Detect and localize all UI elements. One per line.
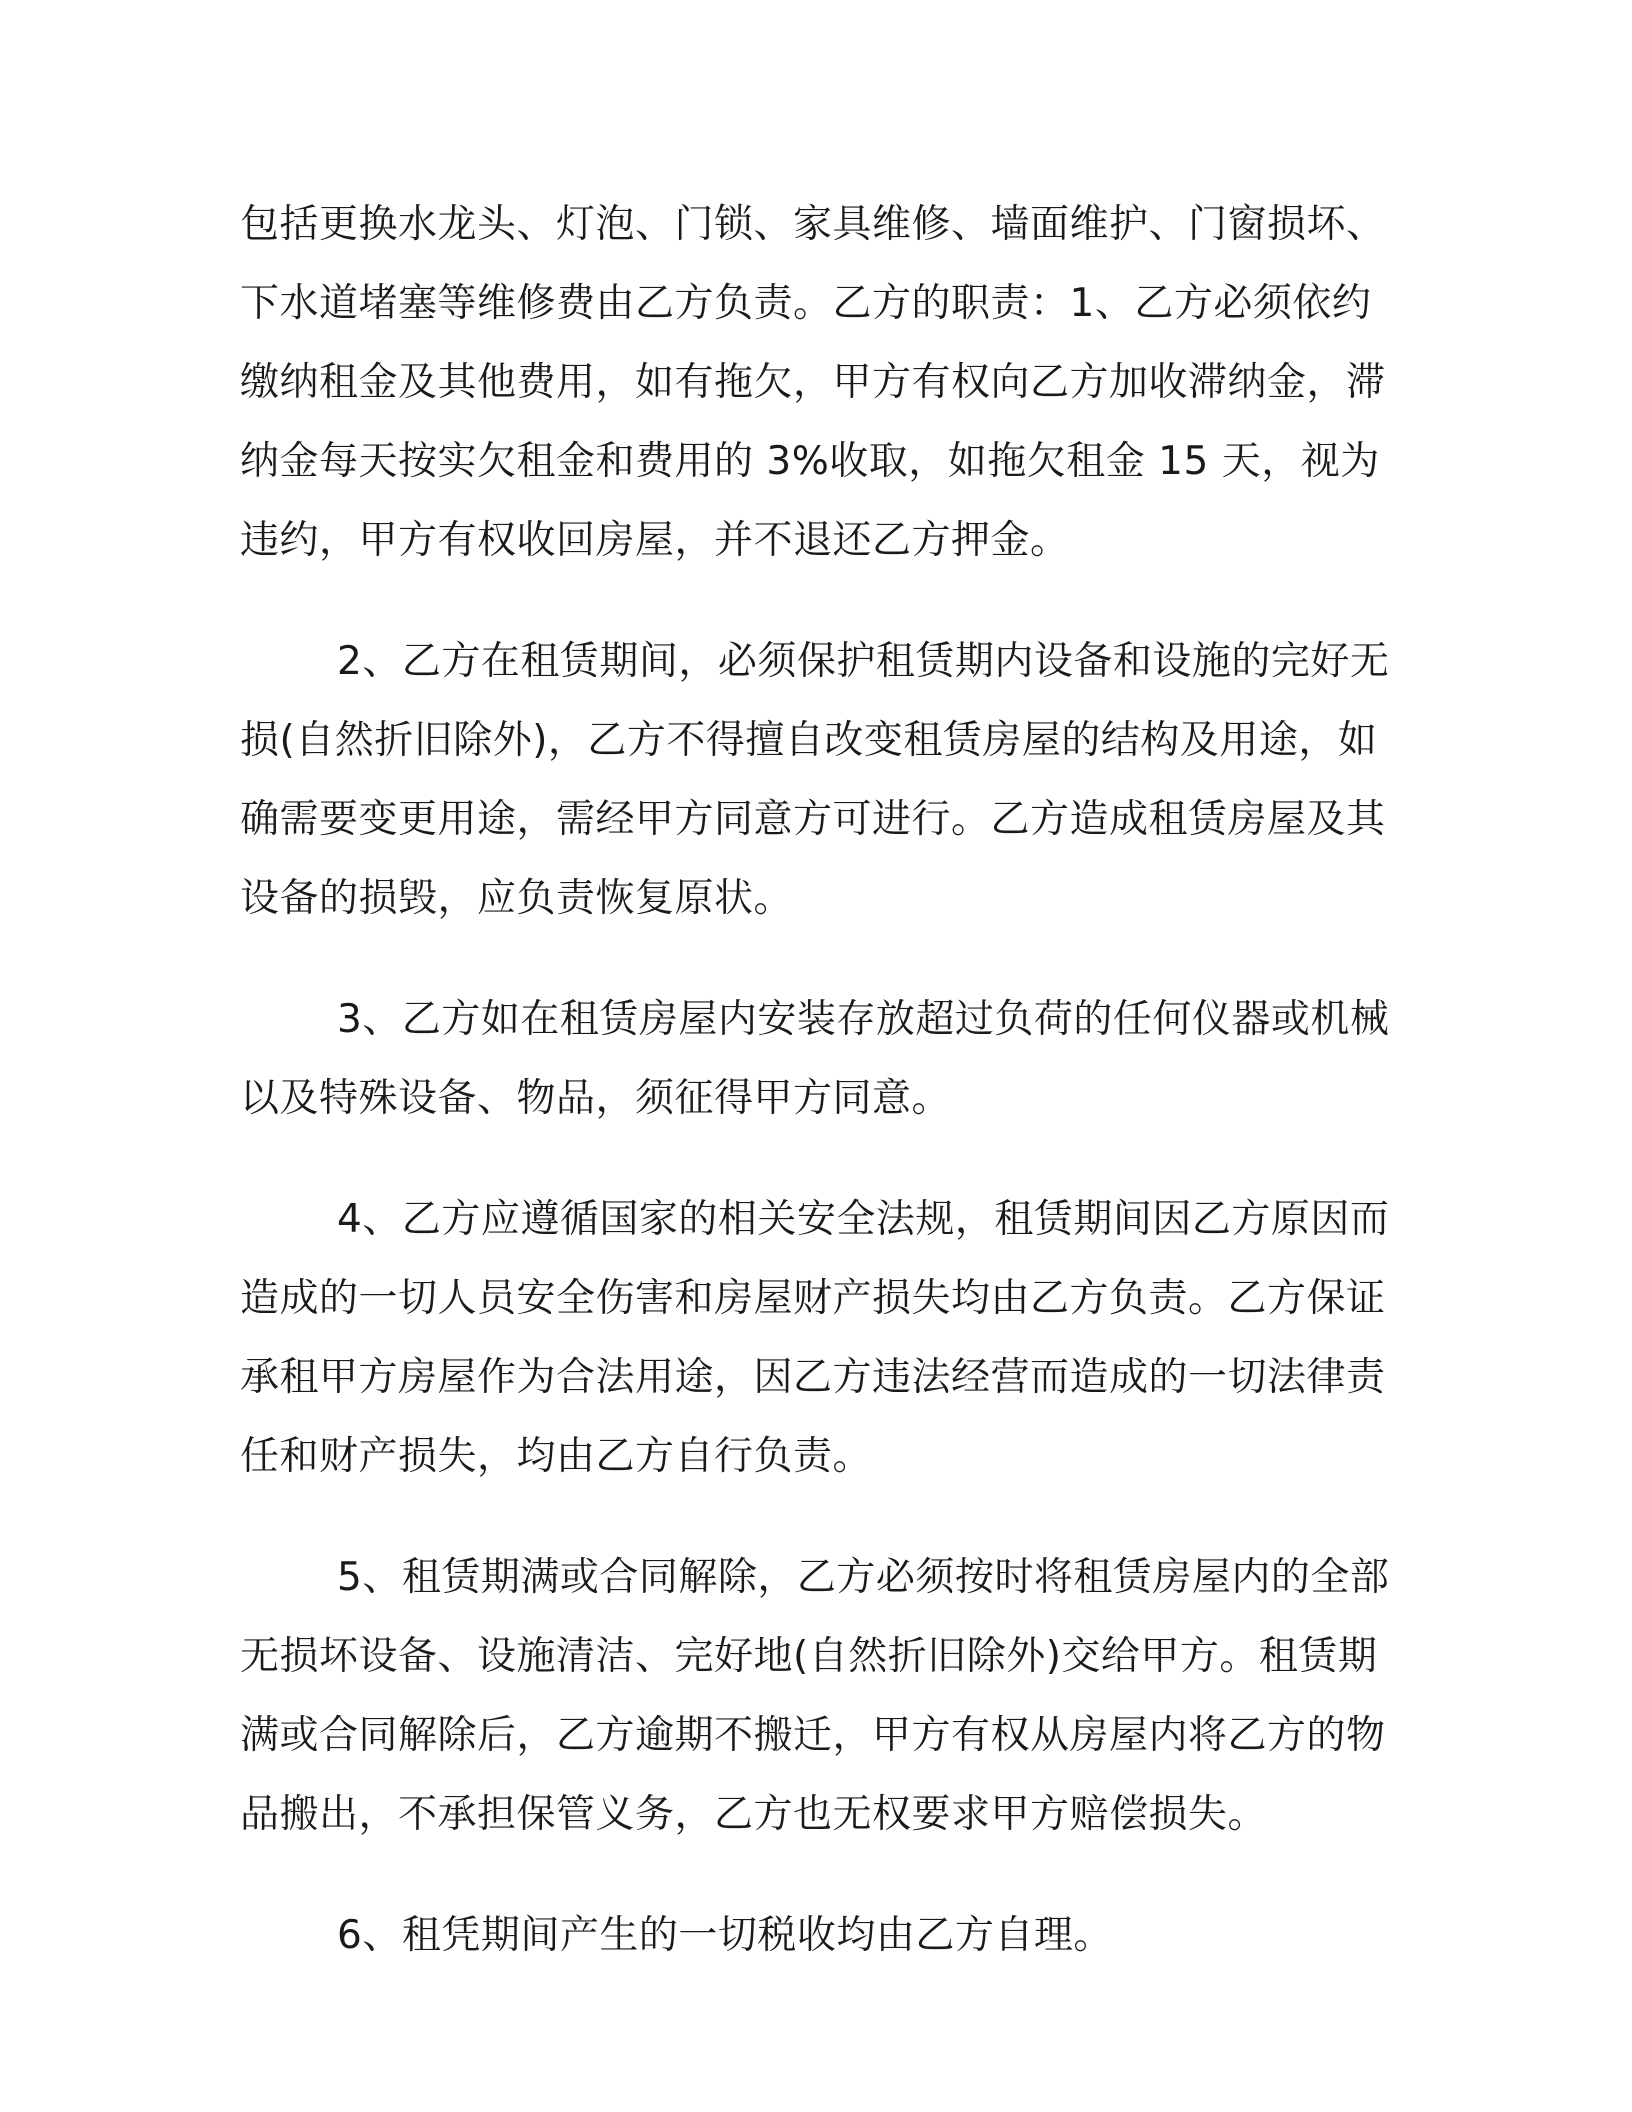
document-body — [240, 185, 1400, 1975]
paragraph-clause-5: 5、租赁期满或合同解除，乙方必须按时将租赁房屋内的全部无损坏设备、设施清洁、完好地(自然折旧除外)交给甲方。租赁期满或合同解除后，乙方逾期不搬迁，甲方有权从房屋内将乙方的物品搬出，不承担保管义务，乙方也无权要求甲方赔偿损失。 — [240, 1555, 1390, 1837]
paragraph-clause-4: 4、乙方应遵循国家的相关安全法规，租赁期间因乙方原因而造成的一切人员安全伤害和房屋财产损失均由乙方负责。乙方保证承租甲方房屋作为合法用途，因乙方违法经营而造成的一切法律责任和财产损失，均由乙方自行负责。 — [240, 1197, 1390, 1479]
paragraph-continuation: 包括更换水龙头、灯泡、门锁、家具维修、墙面维护、门窗损坏、下水道堵塞等维修费由乙方负责。乙方的职责：1、乙方必须依约缴纳租金及其他费用，如有拖欠，甲方有权向乙方加收滞纳金，滞纳金每天按实欠租金和费用的 3%收取，如拖欠租金 15 天，视为违约，甲方有权收回房屋，并不退还乙方押金。 — [240, 202, 1386, 563]
paragraph-clause-3: 3、乙方如在租赁房屋内安装存放超过负荷的任何仪器或机械以及特殊设备、物品，须征得甲方同意。 — [240, 997, 1390, 1121]
paragraph-clause-2: 2、乙方在租赁期间，必须保护租赁期内设备和设施的完好无损(自然折旧除外)，乙方不得擅自改变租赁房屋的结构及用途，如确需要变更用途，需经甲方同意方可进行。乙方造成租赁房屋及其设备的损毁，应负责恢复原状。 — [240, 639, 1390, 921]
paragraph-clause-6: 6、租凭期间产生的一切税收均由乙方自理。 — [337, 1913, 1113, 1958]
